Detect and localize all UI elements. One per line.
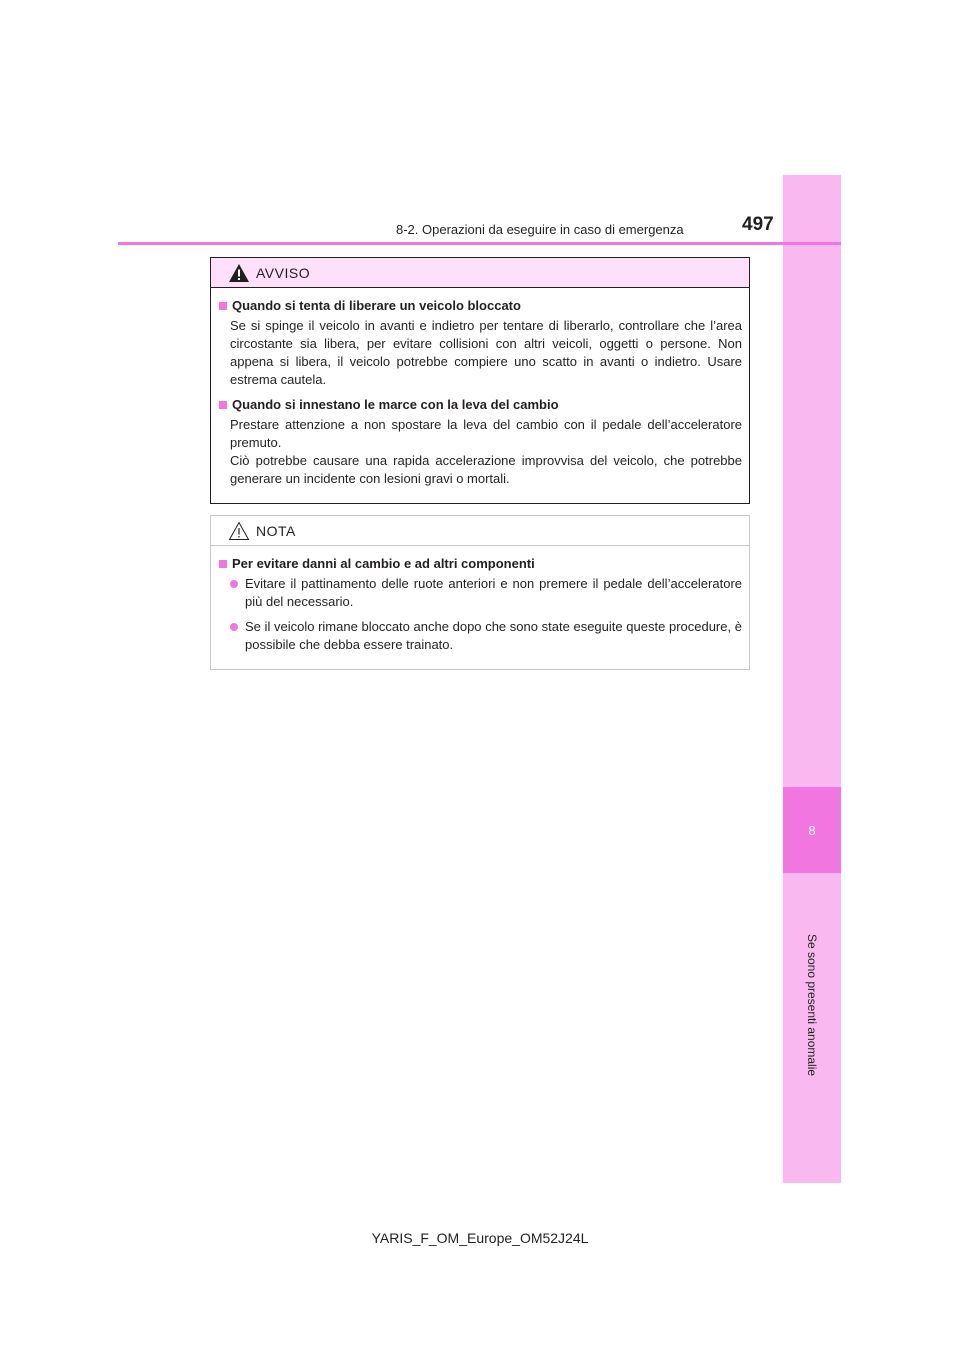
warning-triangle-icon bbox=[228, 263, 250, 283]
square-bullet-icon bbox=[219, 302, 227, 310]
header-rule bbox=[118, 242, 841, 245]
note-bullet-text: Evitare il pattinamento delle ruote anteriori e non premere il pedale dell’acceleratore più del necessario. bbox=[245, 576, 742, 609]
warning-body bbox=[211, 288, 749, 488]
page-number: 497 bbox=[742, 214, 774, 235]
note-header bbox=[211, 516, 749, 546]
chapter-number: 8 bbox=[808, 822, 816, 838]
square-bullet-icon bbox=[219, 401, 227, 409]
note-bullet bbox=[219, 575, 742, 611]
warning-item-heading-text: Quando si innestano le marce con la leva del cambio bbox=[232, 397, 559, 412]
note-item-heading bbox=[219, 555, 742, 573]
document-id-footer: YARIS_F_OM_Europe_OM52J24L bbox=[371, 1230, 589, 1246]
note-bullet bbox=[219, 618, 742, 654]
warning-item-heading bbox=[219, 396, 742, 414]
warning-box bbox=[210, 257, 750, 504]
note-bullet-text: Se il veicolo rimane bloccato anche dopo che sono state eseguite queste procedure, è possibile che debba essere trainato. bbox=[245, 619, 742, 652]
warning-paragraph: Ciò potrebbe causare una rapida accelerazione improvvisa del veicolo, che potrebbe generare un incidente con lesioni gravi o mortali. bbox=[230, 453, 742, 486]
note-item-heading-text: Per evitare danni al cambio e ad altri componenti bbox=[232, 556, 535, 571]
warning-item-heading-text: Quando si tenta di liberare un veicolo bloccato bbox=[232, 298, 521, 313]
round-bullet-icon bbox=[230, 623, 238, 631]
chapter-label: Se sono presenti anomalie bbox=[805, 933, 819, 1077]
square-bullet-icon bbox=[219, 560, 227, 568]
warning-item-heading bbox=[219, 297, 742, 315]
warning-title: AVVISO bbox=[256, 264, 311, 281]
warning-paragraph: Se si spinge il veicolo in avanti e indietro per tentare di liberarlo, controllare che l’area circostante sia libera, per evitare collisioni con altri veicoli, oggetti o persone. Non appena si libera, il veicolo potrebbe compiere uno scatto in avanti o indietro. Usare estrema cautela. bbox=[230, 318, 742, 387]
section-title: 8-2. Operazioni da eseguire in caso di emergenza bbox=[396, 222, 684, 237]
note-box bbox=[210, 515, 750, 670]
chapter-number-box bbox=[783, 787, 841, 873]
note-title: NOTA bbox=[256, 522, 296, 539]
warning-paragraph: Prestare attenzione a non spostare la leva del cambio con il pedale dell’acceleratore premuto. bbox=[230, 417, 742, 450]
warning-item-text bbox=[219, 416, 742, 488]
round-bullet-icon bbox=[230, 580, 238, 588]
note-body bbox=[211, 546, 749, 654]
warning-header bbox=[211, 258, 749, 288]
caution-triangle-outline-icon bbox=[228, 521, 250, 541]
warning-item-text bbox=[219, 317, 742, 389]
